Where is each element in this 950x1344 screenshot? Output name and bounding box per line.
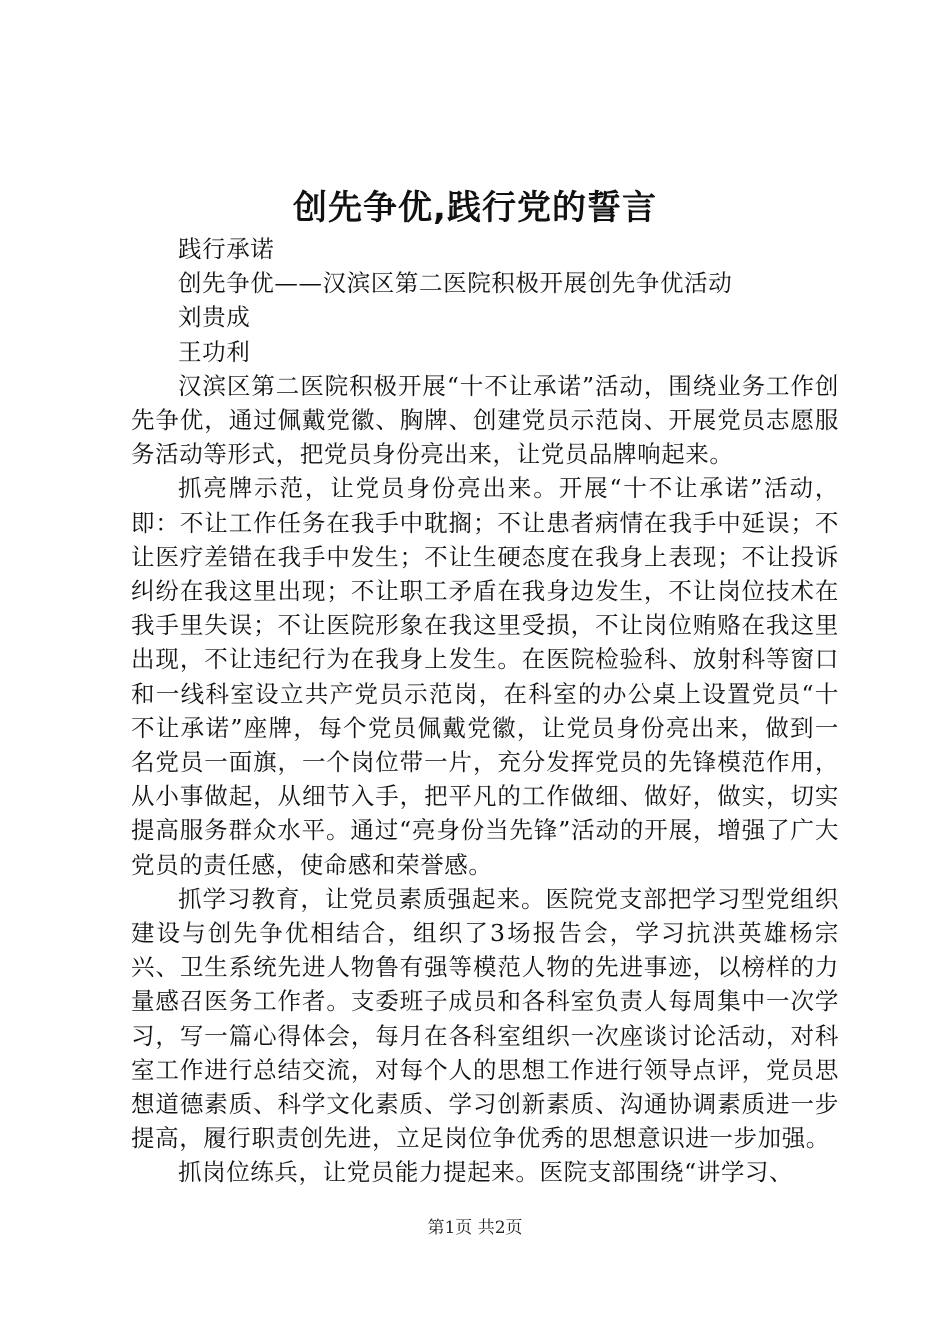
- author-name: 王功利: [178, 337, 251, 366]
- subtitle-line: 践行承诺: [178, 235, 275, 263]
- document-title: 创先争优,践行党的誓言: [293, 188, 657, 228]
- article-heading: 创先争优——汉滨区第二医院积极开展创先争优活动: [178, 269, 733, 298]
- body-paragraph: 抓岗位练兵，让党员能力提起来。医院支部围绕“讲学习、: [178, 1158, 794, 1187]
- body-paragraph: 汉滨区第二医院积极开展“十不让承诺”活动，围绕业务工作创先争优，通过佩戴党徽、胸牌、创建党员示范岗、开展党员志愿服务活动等形式，把党员身份亮出来，让党员品牌响起来。: [131, 371, 839, 469]
- body-paragraph: 抓亮牌示范，让党员身份亮出来。开展“十不让承诺”活动，即：不让工作任务在我手中耽搁；不让患者病情在我手中延误；不让医疗差错在我手中发生；不让生硬态度在我身上表现；不让投诉纠纷在我这里出现；不让职工矛盾在我身边发生，不让岗位技术在我手里失误；不让医院形象在我这里受损，不让岗位贿赂在我这里出现，不让违纪行为在我身上发生。在医院检验科、放射科等窗口和一线科室设立共产党员示范岗，在科室的办公桌上设置党员“十不让承诺”座牌，每个党员佩戴党徽，让党员身份亮出来，做到一名党员一面旗，一个岗位带一片，充分发挥党员的先锋模范作用，从小事做起，从细节入手，把平凡的工作做细、做好，做实，切实提高服务群众水平。通过“亮身份当先锋”活动的开展，增强了广大党员的责任感，使命感和荣誉感。: [131, 474, 839, 879]
- document-body: [131, 232, 839, 1190]
- page-footer: 第1页 共2页: [427, 1218, 523, 1238]
- body-paragraph: 抓学习教育，让党员素质强起来。医院党支部把学习型党组织建设与创先争优相结合，组织了3场报告会，学习抗洪英雄杨宗兴、卫生系统先进人物鲁有强等模范人物的先进事迹，以榜样的力量感召医务工作者。支委班子成员和各科室负责人每周集中一次学习，写一篇心得体会，每月在各科室组织一次座谈讨论活动，对科室工作进行总结交流，对每个人的思想工作进行领导点评，党员思想道德素质、科学文化素质、学习创新素质、沟通协调素质进一步提高，履行职责创先进，立足岗位争优秀的思想意识进一步加强。: [131, 884, 839, 1153]
- author-name: 刘贵成: [178, 303, 251, 332]
